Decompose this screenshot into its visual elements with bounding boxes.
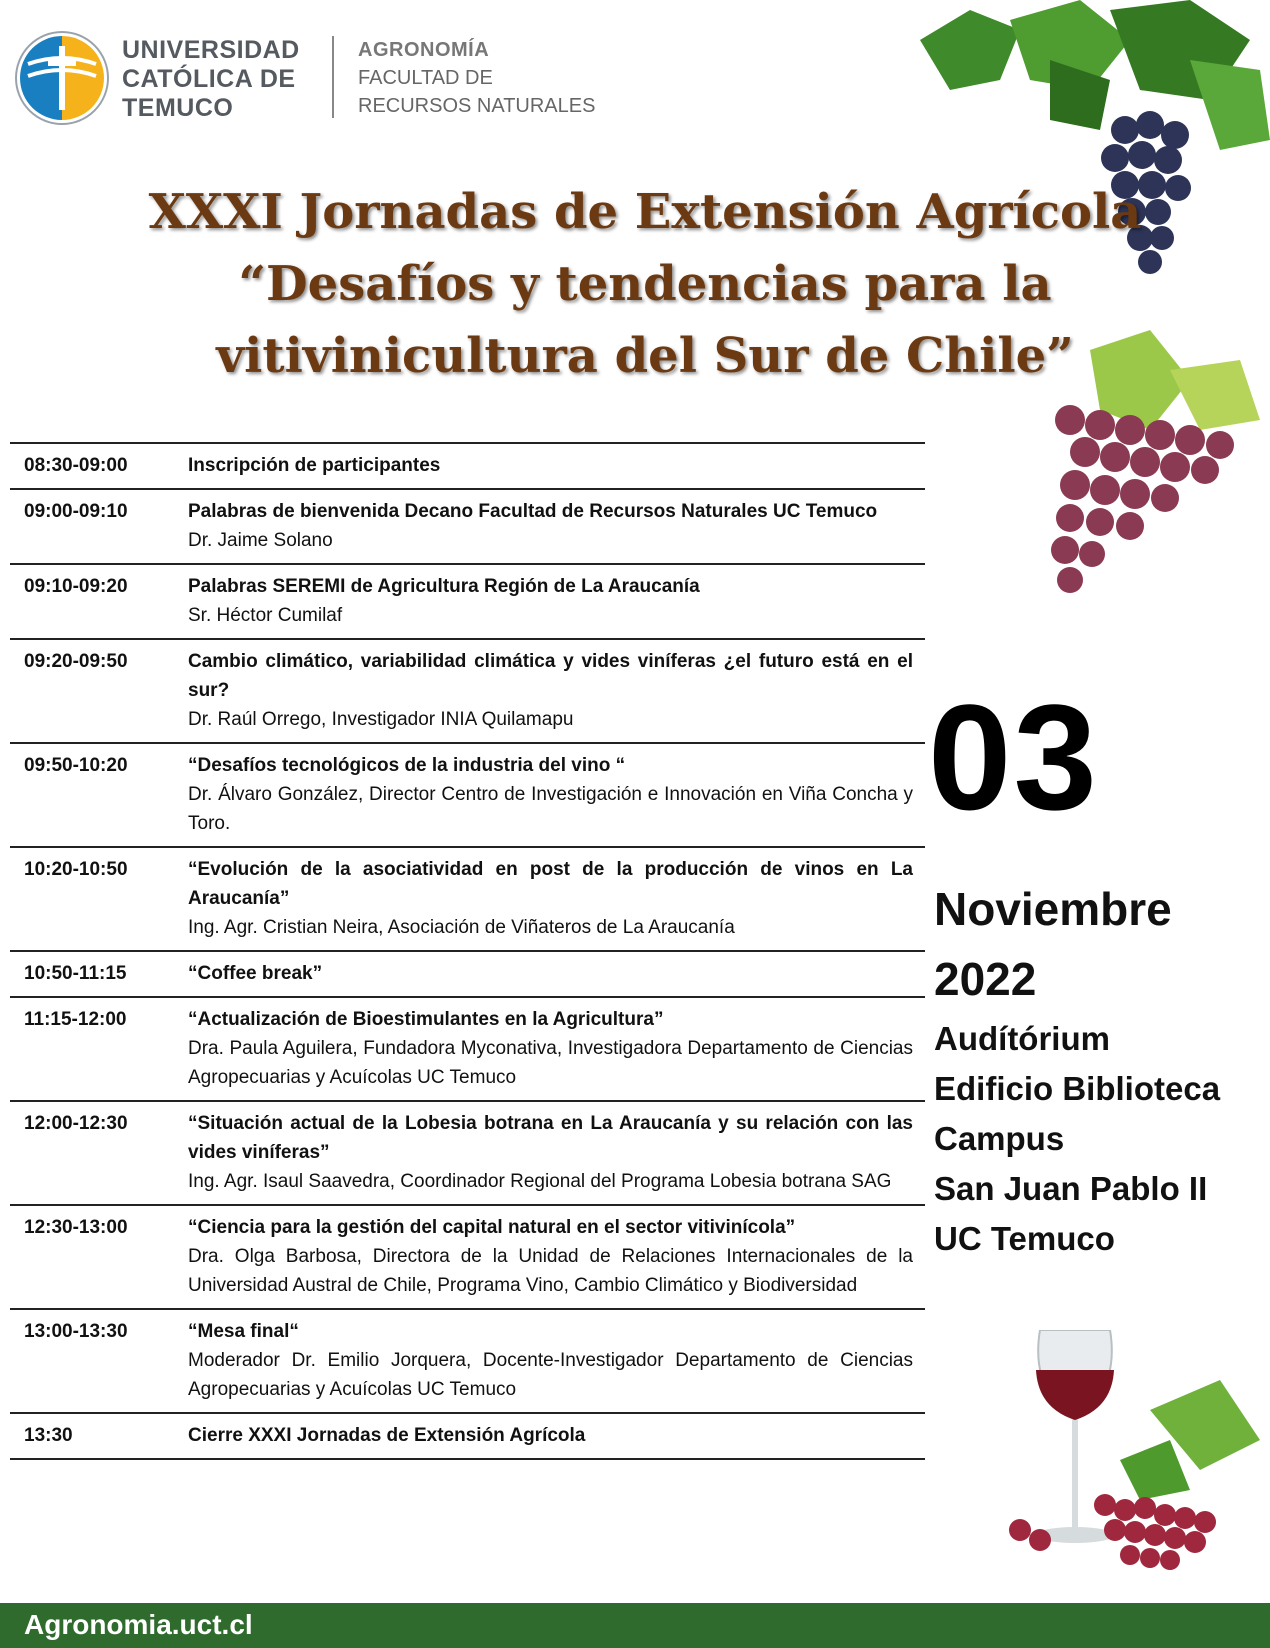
schedule-row — [10, 638, 925, 742]
schedule-row — [10, 950, 925, 996]
event-month: Noviembre — [934, 883, 1172, 935]
uct-emblem-icon — [14, 30, 110, 126]
schedule-time: 09:00-09:10 — [24, 501, 128, 522]
schedule-row — [10, 846, 925, 950]
event-title: XXXI Jornadas de Extensión Agrícola “Desafíos y tendencias para la vitivinicultura del Sur de Chile” — [148, 184, 1142, 384]
event-location-line: UC Temuco — [934, 1220, 1115, 1257]
session-speaker: Ing. Agr. Isaul Saavedra, Coordinador Regional del Programa Lobesia botrana SAG — [188, 1171, 892, 1192]
session-title: “Evolución de la asociatividad en post de la producción de vinos en La Araucanía” — [188, 859, 913, 909]
session-speaker: Dr. Álvaro González, Director Centro de Investigación e Innovación en Viña Concha y Toro. — [188, 784, 913, 834]
event-location-line: Audítórium — [934, 1020, 1110, 1057]
event-location-line: San Juan Pablo II — [934, 1170, 1208, 1207]
schedule-time: 13:00-13:30 — [24, 1321, 128, 1342]
session-title: “Desafíos tecnológicos de la industria del vino “ — [188, 755, 626, 776]
schedule-time: 11:15-12:00 — [24, 1009, 127, 1030]
footer-bar — [0, 1603, 1270, 1648]
event-day: 03 — [928, 673, 1099, 841]
session-speaker: Moderador Dr. Emilio Jorquera, Docente-Investigador Departamento de Ciencias Agropecuarias y Acuícolas UC Temuco — [188, 1350, 913, 1400]
event-year: 2022 — [934, 953, 1037, 1005]
schedule-time: 10:20-10:50 — [24, 859, 128, 880]
session-title: Cambio climático, variabilidad climática y vides viníferas ¿el futuro está en el sur? — [188, 651, 913, 701]
schedule-row — [10, 1100, 925, 1204]
event-date-location — [934, 874, 1220, 1264]
university-name: UNIVERSIDAD CATÓLICA DE TEMUCO — [122, 36, 300, 122]
schedule-row — [10, 1308, 925, 1412]
session-speaker: Dr. Raúl Orrego, Investigador INIA Quilamapu — [188, 709, 574, 730]
schedule-row — [10, 742, 925, 846]
wine-glass-illustration — [1000, 1330, 1270, 1600]
session-title: Inscripción de participantes — [188, 455, 441, 476]
schedule-time: 09:10-09:20 — [24, 576, 128, 597]
session-speaker: Dr. Jaime Solano — [188, 530, 333, 551]
session-speaker: Ing. Agr. Cristian Neira, Asociación de Viñateros de La Araucanía — [188, 917, 735, 938]
schedule-time: 12:30-13:00 — [24, 1217, 128, 1238]
session-title: Cierre XXXI Jornadas de Extensión Agrícola — [188, 1425, 586, 1446]
university-logo — [14, 28, 614, 128]
schedule-row — [10, 442, 925, 488]
schedule-time: 12:00-12:30 — [24, 1113, 128, 1134]
session-title: “Actualización de Bioestimulantes en la Agricultura” — [188, 1009, 664, 1030]
session-title: Palabras SEREMI de Agricultura Región de La Araucanía — [188, 576, 700, 597]
session-speaker: Sr. Héctor Cumilaf — [188, 605, 343, 626]
schedule-row — [10, 1204, 925, 1308]
schedule-row — [10, 996, 925, 1100]
schedule-time: 08:30-09:00 — [24, 455, 128, 476]
event-location-line: Campus — [934, 1120, 1065, 1157]
schedule-time: 09:20-09:50 — [24, 651, 128, 672]
session-title: “Mesa final“ — [188, 1321, 299, 1342]
schedule-time: 09:50-10:20 — [24, 755, 128, 776]
schedule-row — [10, 488, 925, 563]
session-title: “Situación actual de la Lobesia botrana en La Araucanía y su relación con las vides viníferas” — [188, 1113, 913, 1163]
program-schedule — [10, 442, 925, 1460]
website-link[interactable]: Agronomia.uct.cl — [24, 1609, 253, 1640]
schedule-row — [10, 563, 925, 638]
logo-divider — [332, 36, 334, 118]
session-title: Palabras de bienvenida Decano Facultad de Recursos Naturales UC Temuco — [188, 501, 878, 522]
event-location-line: Edificio Biblioteca — [934, 1070, 1221, 1107]
session-title: “Ciencia para la gestión del capital natural en el sector vitivinícola” — [188, 1217, 796, 1238]
faculty-name: AGRONOMÍA FACULTAD DE RECURSOS NATURALES — [358, 39, 596, 117]
session-speaker: Dra. Olga Barbosa, Directora de la Unidad de Relaciones Internacionales de la Universidad Austral de Chile, Programa Vino, Cambio Climático y Biodiversidad — [188, 1246, 913, 1296]
session-speaker: Dra. Paula Aguilera, Fundadora Myconativa, Investigadora Departamento de Ciencias Agropecuarias y Acuícolas UC Temuco — [188, 1038, 913, 1088]
schedule-time: 10:50-11:15 — [24, 963, 127, 984]
schedule-time: 13:30 — [24, 1425, 73, 1446]
schedule-row — [10, 1412, 925, 1460]
session-title: “Coffee break” — [188, 963, 323, 984]
